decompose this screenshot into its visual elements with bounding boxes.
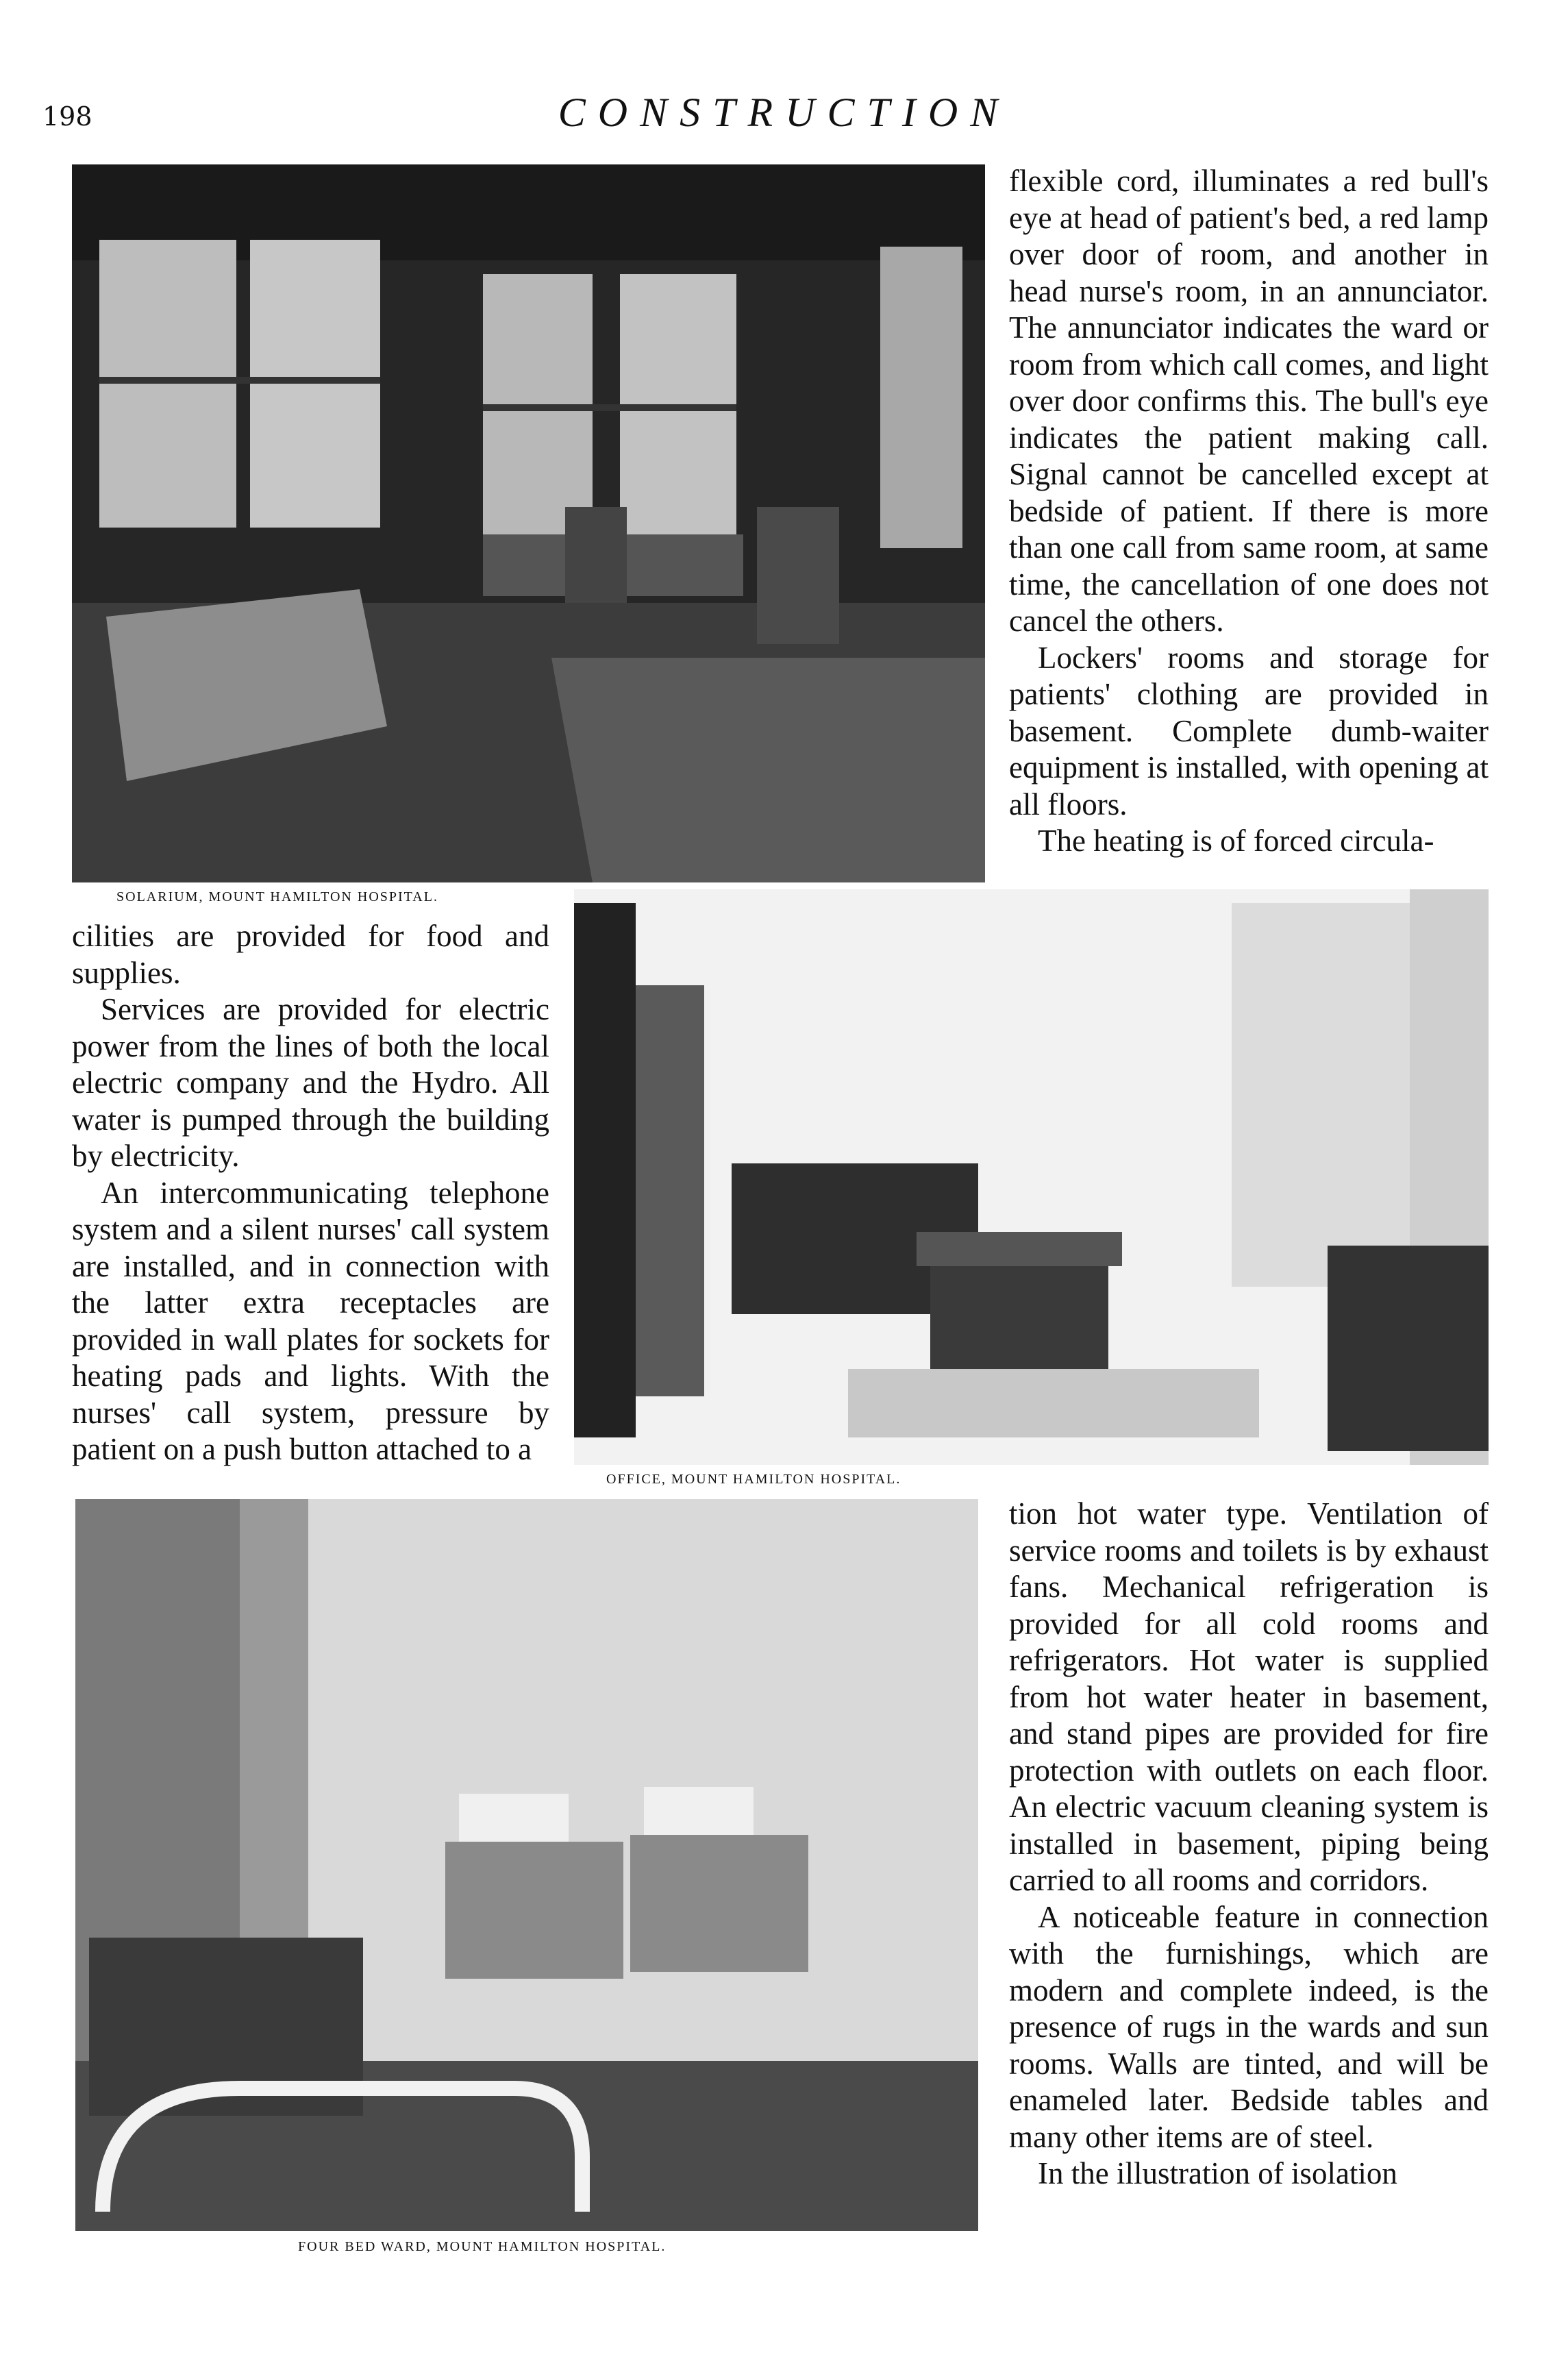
paragraph: Lockers' rooms and storage for patients' clothing are provided in basement. Complete dumb-waiter equipment is installed, with opening at all floors. [1009,640,1489,821]
page-number: 198 [42,101,92,132]
paragraph: A noticeable feature in connection with the furnishings, which are modern and complete indeed, is the presence of rugs in the wards and sun rooms. Walls are tinted, and will be enameled later. Bedside tables and many other items are of steel. [1009,1899,1489,2154]
office-photo [574,889,1489,1465]
paragraph: An intercommunicating telephone system and a silent nurses' call system are installed, and in connection with the latter extra receptacles are provided in wall plates for sockets for heating pads and lights. With the nurses' call system, pressure by patient on a push button attached to a [72,1175,549,1466]
paragraph: In the illustration of isolation [1038,2156,1397,2190]
ward-photo [75,1499,978,2231]
solarium-caption: SOLARIUM, MOUNT HAMILTON HOSPITAL. [116,889,438,904]
ward-caption: FOUR BED WARD, MOUNT HAMILTON HOSPITAL. [298,2239,667,2254]
office-caption: OFFICE, MOUNT HAMILTON HOSPITAL. [606,1472,901,1487]
solarium-photo [72,164,985,882]
paragraph: flexible cord, illuminates a red bull's eye at head of patient's bed, a red lamp over door of room, and another in head nurse's room, in an annunciator. The annunciator indicates the ward or room from which call comes, and light over door confirms this. The bull's eye indicates the patient making call. Signal cannot be cancelled except at bedside of patient. If there is more than one call from same room, at same time, the cancellation of one does not cancel the others. [1009,164,1489,638]
left-column-middle [72,918,549,1468]
paragraph: tion hot water type. Ventilation of service rooms and toilets is by exhaust fans. Mechanical refrigeration is provided for all cold rooms and refrigerators. Hot water is supplied from hot water heater in basement, and stand pipes are provided for fire protection with outlets on each floor. An electric vacuum cleaning system is installed in basement, piping being carried to all rooms and corridors. [1009,1496,1489,1897]
page-title: CONSTRUCTION [558,90,1010,135]
right-column-top [1009,163,1489,860]
right-column-bottom [1009,1496,1489,2192]
paragraph: The heating is of forced circula- [1038,824,1434,858]
paragraph: cilities are provided for food and supplies. [72,919,549,990]
paragraph: Services are provided for electric power from the lines of both the local electric company and the Hydro. All water is pumped through the building by electricity. [72,992,549,1173]
